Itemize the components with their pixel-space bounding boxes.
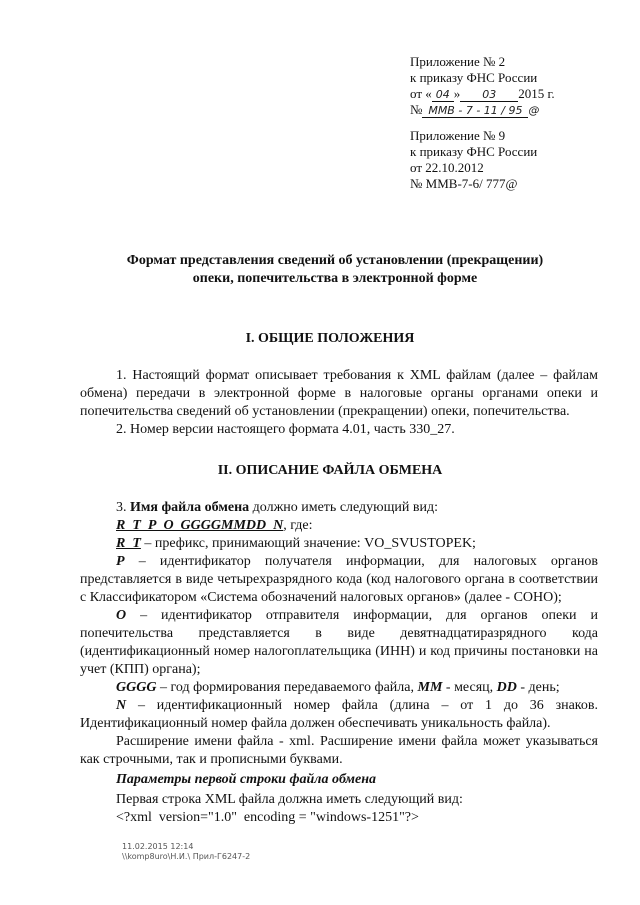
params-subheading: Параметры первой строки файла обмена — [116, 772, 376, 787]
appendix-date-line: от « 04 » 03 2015 г. — [410, 86, 555, 101]
section-heading-exchange-file: II. ОПИСАНИЕ ФАЙЛА ОБМЕНА — [217, 463, 443, 478]
definition-p: P – идентификатор получателя информации, для налоговых органов представляется в виде четырехразрядного кода (код налогового органа в соответствии с Классификатором «Система обозначений налоговых органов» (далее - СОНО); — [80, 554, 598, 605]
appendix-block-old — [410, 128, 537, 192]
definition-date: GGGG – год формирования передаваемого файла, MM - месяц, DD - день; — [116, 680, 560, 695]
definition-n: N – идентификационный номер файла (длина – от 1 до 36 знаков. Идентификационный номер файла должен обеспечивать уникальность файла). — [80, 698, 599, 731]
appendix-line: Приложение № 9 — [410, 128, 506, 143]
handwritten-day: 04 — [432, 88, 454, 102]
section-exchange-body — [80, 499, 598, 827]
appendix-line: № ММВ-7-6/ 777@ — [410, 176, 518, 191]
handwritten-number: ММВ - 7 - 11 / 95 — [422, 104, 528, 118]
section-heading-general: I. ОБЩИЕ ПОЛОЖЕНИЯ — [245, 331, 415, 346]
paragraph-3: 3. Имя файла обмена должно иметь следующий вид: — [116, 500, 439, 515]
handwritten-at-mark: @ — [528, 104, 540, 117]
definition-o: O – идентификатор отправителя информации, для органов опеки и попечительства представляется в виде девятнадцатиразрядного кода (идентификационный номер налогоплательщика (ИНН) и код причины постановки на учет (КПП) органа); — [80, 608, 598, 677]
first-line-paragraph: Первая строка XML файла должна иметь следующий вид: — [116, 792, 463, 807]
appendix-line: от 22.10.2012 — [410, 160, 484, 175]
section-general-body — [80, 367, 598, 439]
paragraph-2: 2. Номер версии настоящего формата 4.01, часть 330_27. — [116, 422, 455, 437]
handwritten-month: 03 — [460, 88, 518, 102]
appendix-block-new — [410, 54, 555, 119]
appendix-number-line: № ММВ - 7 - 11 / 95 @ — [410, 102, 540, 117]
document-title: Формат представления сведений об установлении (прекращении) опеки, попечительства в электронной форме — [126, 253, 544, 286]
appendix-line: Приложение № 2 — [410, 54, 506, 69]
file-name-pattern: R_T_P_O_GGGGMMDD_N, где: — [116, 518, 313, 533]
definition-rt: R_T – префикс, принимающий значение: VO_SVUSTOPEK; — [116, 536, 476, 551]
appendix-line: к приказу ФНС России — [410, 70, 538, 85]
appendix-line: к приказу ФНС России — [410, 144, 538, 159]
xml-declaration: <?xml version="1.0" encoding = "windows-1251"?> — [116, 810, 419, 825]
print-footer: 11.02.2015 12:14 \\komp8uro\Н.И.\ Прил-Г6247-2 — [122, 842, 251, 861]
extension-paragraph: Расширение имени файла - xml. Расширение имени файла может указываться как строчными, так и прописными буквами. — [80, 734, 598, 767]
paragraph-1: 1. Настоящий формат описывает требования к XML файлам (далее – файлам обмена) передачи в электронной форме в налоговые органы органами опеки и попечительства сведений об установлении (прекращении) опеки, попечительства. — [80, 368, 598, 419]
